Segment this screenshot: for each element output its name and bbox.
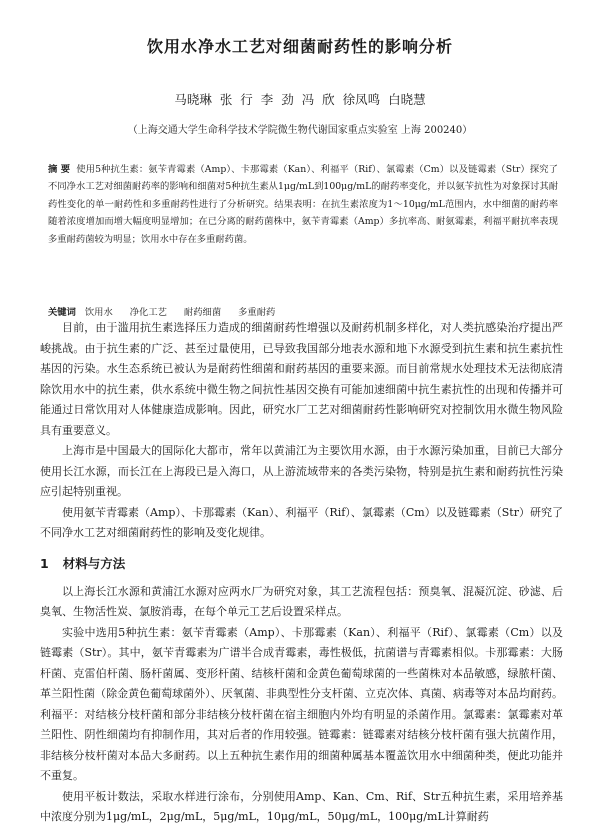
body-paragraph: 使用氨苄青霉素（Amp）、卡那霉素（Kan）、利福平（Rif）、氯霉素（Cm）以及链霉素（Str）研究了不同净水工艺对细菌耐药性的影响及变化规律。 bbox=[40, 505, 563, 539]
body-paragraph: 以上海长江水源和黄浦江水源对应两水厂为研究对象，其工艺流程包括：预臭氧、混凝沉淀、砂滤、后臭氧、生物活性炭、氯胺消毒，在每个单元工艺后设置采样点。 bbox=[40, 584, 563, 618]
author-list: 马晓琳 张 行 李 劲 冯 欣 徐凤鸣 白晓慧 bbox=[174, 92, 426, 107]
body-paragraph: 上海市是中国最大的国际化大都市，常年以黄浦江为主要饮用水源，由于水源污染加重，目前已大部分使用长江水源，而长江在上海段已是入海口，从上游流域带来的各类污染物，特别是抗生素和耐药抗性污染应引起特别重视。 bbox=[40, 444, 563, 498]
abstract bbox=[48, 161, 558, 248]
keyword: 饮用水 bbox=[84, 307, 113, 318]
body-paragraph: 实验中选用5种抗生素：氨苄青霉素（Amp）、卡那霉素（Kan）、利福平（Rif）、氯霉素（Cm）以及链霉素（Str）。其中，氨苄青霉素为广谱半合成青霉素，毒性极低，抗菌谱与青霉素相似。卡那霉素：大肠杆菌、克雷伯杆菌、肠杆菌属、变形杆菌、结核杆菌和金黄色葡萄球菌的一些菌株对本品敏感，绿脓杆菌、革兰阳性菌（除金黄色葡萄球菌外）、厌氧菌、非典型性分支杆菌、立克次体、真菌、病毒等对本品均耐药。利福平：对结核分枝杆菌和部分非结核分枝杆菌在宿主细胞内外均有明显的杀菌作用。氯霉素：氯霉素对革兰阳性、阴性细菌均有抑制作用，其对后者的作用较强。链霉素：链霉素对结核分枝杆菌有强大抗菌作用，非结核分枝杆菌对本品大多耐药。以上五种抗生素作用的细菌种属基本覆盖饮用水中细菌种类，便此功能并不重复。 bbox=[40, 625, 563, 782]
keywords-label: 关键词 bbox=[48, 307, 76, 318]
abstract-label: 摘 要 bbox=[48, 164, 71, 175]
keyword: 耐药细菌 bbox=[183, 307, 222, 318]
section-number: 1 bbox=[40, 555, 49, 571]
body-paragraph: 目前，由于滥用抗生素选择压力造成的细菌耐药性增强以及耐药机制多样化，对人类抗感染治疗提出严峻挑战。由于抗生素的广泛、甚至过量使用，已导致我国部分地表水源和地下水源受到抗生素和抗生素抗性基因的污染。水生态系统已被认为是耐药性细菌和耐药基因的重要来源。而目前常规水处理技术无法彻底清除饮用水中的抗生素，供水系统中微生物之间抗性基因交换有可能加速细菌中抗生素抗性的出现和传播并可能通过日常饮用对人体健康造成影响。因此，研究水厂工艺对细菌耐药性影响研究对控制饮用水微生物风险具有重要意义。 bbox=[40, 321, 563, 437]
body-paragraph: 使用平板计数法，采取水样进行涂布，分别使用Amp、Kan、Cm、Rif、Str五种抗生素，采用培养基中浓度分别为1μg/mL，2μg/mL，5μg/mL，10μg/mL，50μg/mL，100μg/mL计算耐药 bbox=[40, 789, 563, 823]
affiliation: （上海交通大学生命科学技术学院微生物代谢国家重点实验室 上海 200240） bbox=[127, 125, 473, 136]
section-heading bbox=[40, 554, 563, 574]
paper-title: 饮用水净水工艺对细菌耐药性的影响分析 bbox=[146, 37, 453, 56]
section-title: 材料与方法 bbox=[62, 555, 126, 571]
keyword: 多重耐药 bbox=[238, 307, 276, 318]
abstract-text: 使用5种抗生素：氨苄青霉素（Amp）、卡那霉素（Kan）、利福平（Rif）、氯霉素（Cm）以及链霉素（Str）探究了不同净水工艺对细菌耐药率的影响和细菌对5种抗生素从1μg/mL到100μg/mL的耐药率变化，并以氨苄抗性为对象探讨其耐药性变化的单一耐药性和多重耐药性进行了分析研究。结果表明：在抗生素浓度为1～10μg/mL范围内，水中细菌的耐药率随着浓度增加而增大幅度明显增加；在已分离的耐药菌株中，氨苄青霉素（Amp）多抗率高、耐氨霉素，利福平耐抗率表现多重耐药菌较为明显；饮用水中存在多重耐药菌。 bbox=[48, 164, 558, 245]
body-text bbox=[40, 318, 563, 828]
keyword: 净化工艺 bbox=[129, 307, 167, 318]
